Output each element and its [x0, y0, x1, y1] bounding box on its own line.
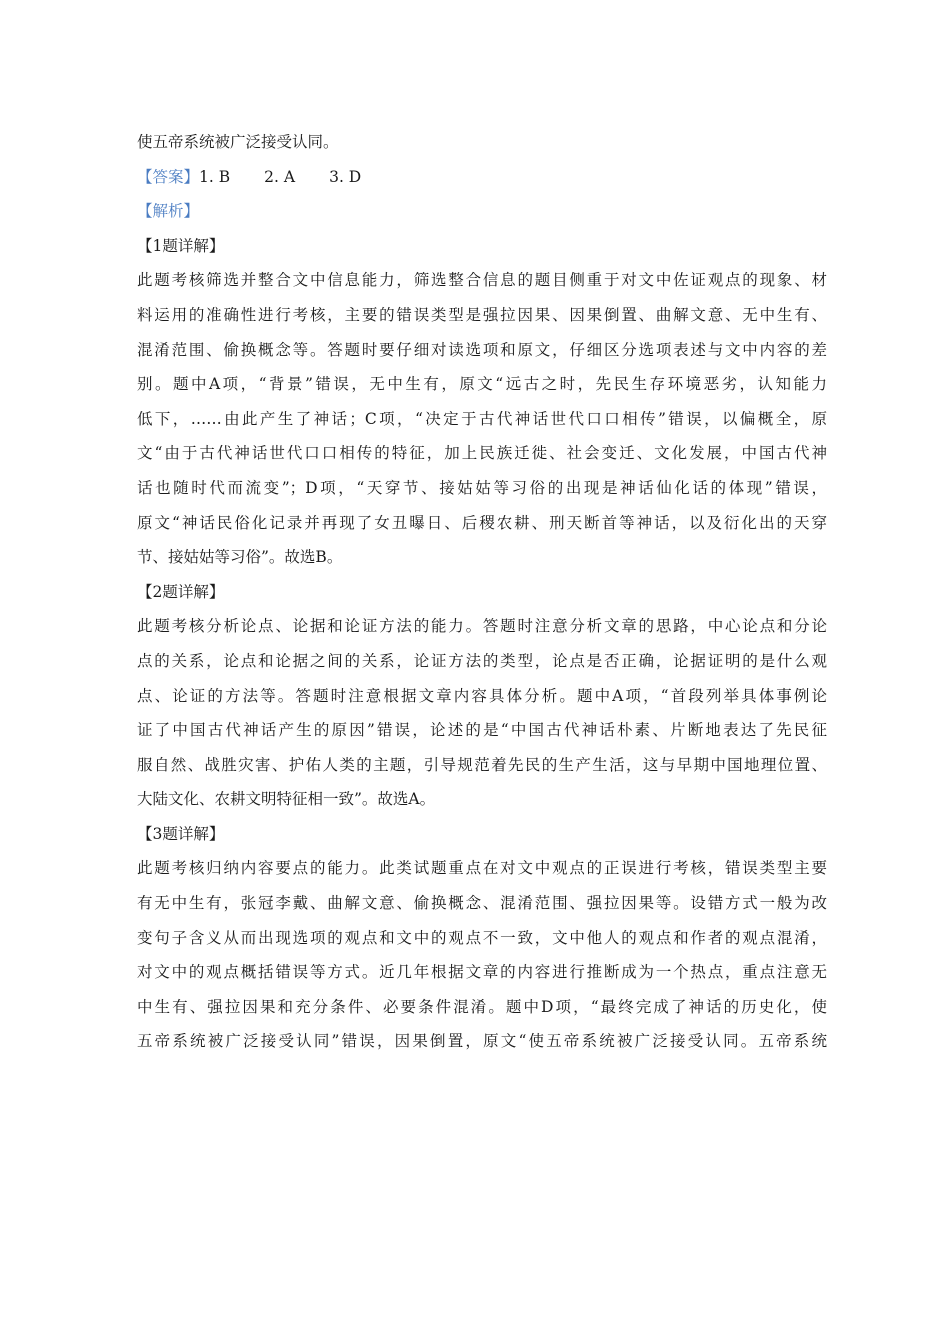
analysis-label: 解析: [152, 202, 184, 221]
paragraph-line: 证了中国古代神话产生的原因”错误，论述的是“中国古代神话朴素、片断地表达了先民征: [137, 721, 827, 740]
paragraph-line: 此题考核筛选并整合文中信息能力，筛选整合信息的题目侧重于对文中佐证观点的现象、材: [137, 271, 827, 290]
answer-line: [137, 160, 827, 195]
section-3: [137, 817, 827, 1059]
paragraph-line: 大陆文化、农耕文明特征相一致”。故选A。: [137, 790, 436, 809]
paragraph-line: 中生有、强拉因果和充分条件、必要条件混淆。题中D项，“最终完成了神话的历史化，使: [137, 997, 827, 1016]
paragraph-line: 料运用的准确性进行考核，主要的错误类型是强拉因果、因果倒置、曲解文意、无中生有、: [137, 305, 827, 324]
section-heading: 【3题详解】: [137, 824, 225, 843]
answer-item-2: 2. A: [264, 167, 296, 186]
paragraph-line: 对文中的观点概括错误等方式。近几年根据文章的内容进行推断成为一个热点，重点注意无: [137, 963, 827, 982]
answer-bracket-open: 【: [137, 167, 153, 186]
section-1: [137, 229, 827, 575]
section-heading: 【1题详解】: [137, 236, 225, 255]
section-2: [137, 575, 827, 817]
paragraph-line: 变句子含义从而出现选项的观点和文中的观点不一致，文中他人的观点和作者的观点混淆，: [137, 928, 827, 947]
paragraph-line: 此题考核分析论点、论据和论证方法的能力。答题时注意分析文章的思路，中心论点和分论: [137, 617, 827, 636]
paragraph-line: 低下，……由此产生了神话；C项，“决定于古代神话世代口口相传”错误，以偏概全，原: [137, 409, 827, 428]
paragraph-line: 别。题中A项，“背景”错误，无中生有，原文“远古之时，先民生存环境恶劣，认知能力: [137, 375, 827, 394]
paragraph-line: 点的关系，论点和论据之间的关系，论证方法的类型，论点是否正确，论据证明的是什么观: [137, 651, 827, 670]
paragraph-line: 文“由于古代神话世代口口相传的特征，加上民族迁徙、社会变迁、文化发展，中国古代神: [137, 444, 827, 463]
paragraph-line: 五帝系统被广泛接受认同”错误，因果倒置，原文“使五帝系统被广泛接受认同。五帝系统: [137, 1032, 827, 1051]
paragraph-line: 点、论证的方法等。答题时注意根据文章内容具体分析。题中A项，“首段列举具体事例论: [137, 686, 827, 705]
answer-bracket-close: 】: [183, 167, 200, 186]
paragraph-line: 原文“神话民俗化记录并再现了女丑曝日、后稷农耕、刑天断首等神话，以及衍化出的天穿: [137, 513, 827, 532]
section-heading: 【2题详解】: [137, 582, 225, 601]
intro-line: 使五帝系统被广泛接受认同。: [137, 133, 339, 151]
paragraph-line: 有无中生有，张冠李戴、曲解文意、偷换概念、混淆范围、强拉因果等。设错方式一般为改: [137, 894, 827, 913]
answer-item-1: 1. B: [199, 167, 231, 186]
paragraph-line: 服自然、战胜灾害、护佑人类的主题，引导规范着先民的生产生活，这与早期中国地理位置、: [137, 755, 827, 774]
analysis-bracket-close: 】: [183, 202, 200, 221]
analysis-line: [137, 194, 827, 229]
document-body: [137, 125, 827, 1059]
paragraph-line: 节、接姑姑等习俗”。故选B。: [137, 548, 343, 567]
paragraph-line: 此题考核归纳内容要点的能力。此类试题重点在对文中观点的正误进行考核，错误类型主要: [137, 859, 827, 878]
analysis-bracket-open: 【: [137, 202, 153, 221]
answer-label: 答案: [152, 167, 184, 186]
paragraph-line: 混淆范围、偷换概念等。答题时要仔细对读选项和原文，仔细区分选项表述与文中内容的差: [137, 340, 827, 359]
answer-item-3: 3. D: [329, 167, 362, 186]
paragraph-line: 话也随时代而流变”；D项，“天穿节、接姑姑等习俗的出现是神话仙化话的体现”错误，: [137, 478, 827, 497]
